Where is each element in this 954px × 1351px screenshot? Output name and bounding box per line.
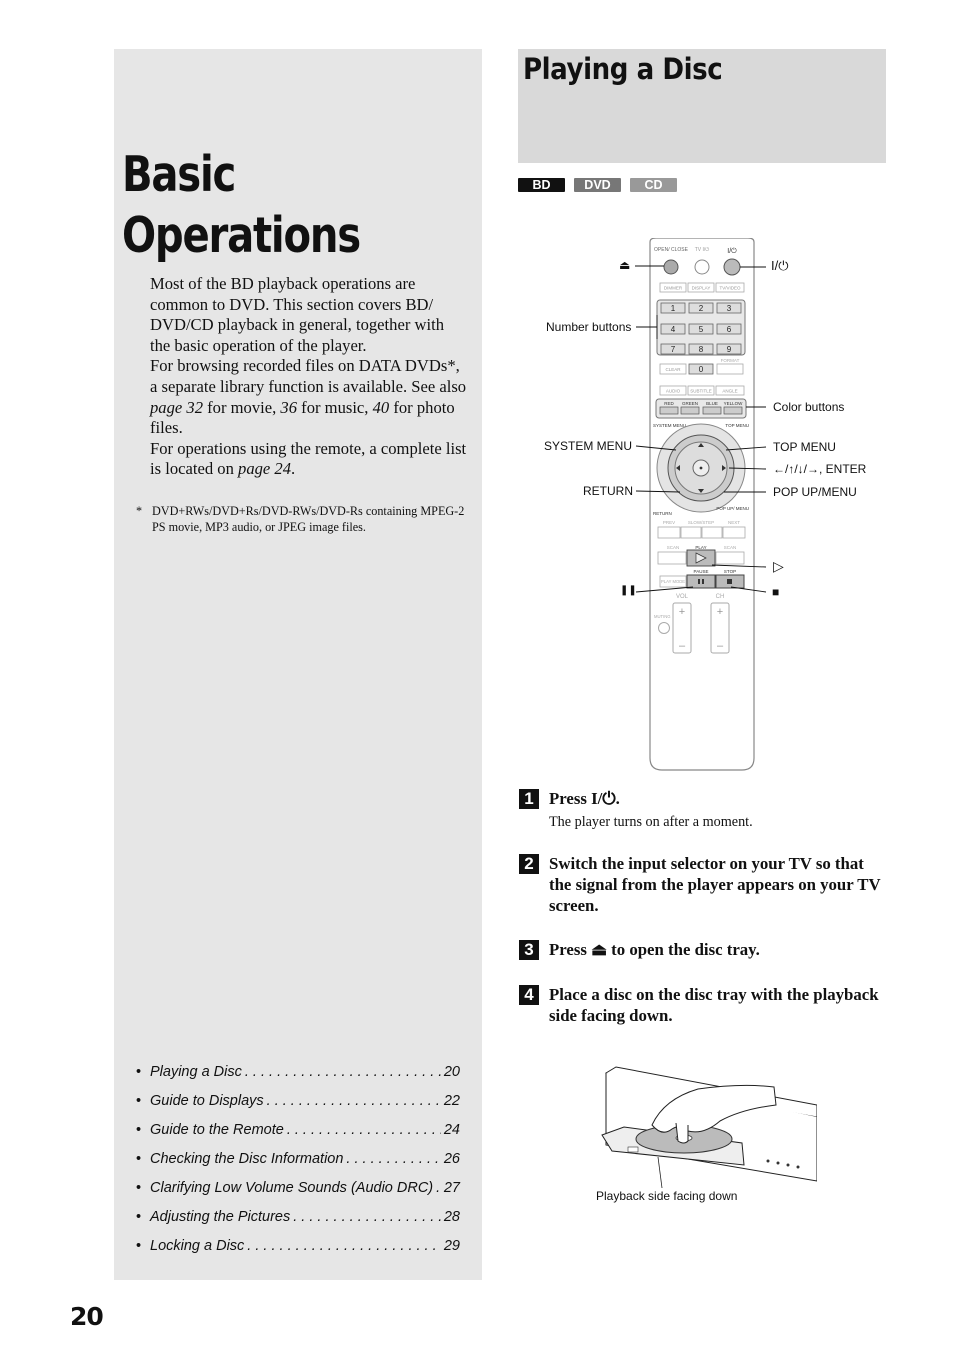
- footnote: [136, 503, 466, 535]
- callout-stop: ■: [772, 585, 780, 599]
- label-system-menu: SYSTEM MENU: [653, 423, 687, 428]
- label-red: RED: [664, 401, 674, 406]
- badge-cd: CD: [630, 178, 677, 192]
- power-button: [724, 259, 740, 275]
- step-2: [519, 853, 889, 916]
- tray-logo: [628, 1147, 638, 1152]
- label-popup: POP UP/ MENU: [716, 506, 749, 511]
- label-slow-step: SLOW/STEP: [687, 520, 715, 525]
- toc-title: Locking a Disc: [150, 1238, 245, 1254]
- toc-item[interactable]: [136, 1064, 460, 1093]
- page-ref-photo[interactable]: 40: [372, 397, 390, 417]
- toc-page: 24: [443, 1122, 460, 1138]
- intro-text: .: [291, 459, 296, 479]
- section-title: Playing a Disc: [523, 52, 723, 86]
- toc-title: Guide to Displays: [150, 1093, 264, 1109]
- enter-dot: [700, 467, 703, 470]
- intro-text: for music,: [297, 397, 373, 417]
- step-heading: Press ⏏ to open the disc tray.: [549, 940, 760, 959]
- slow-forward-button: [702, 527, 722, 538]
- badge-bd: BD: [518, 178, 565, 192]
- chapter-title-line1: Basic: [122, 146, 236, 203]
- blue-button: [703, 407, 721, 414]
- badge-dvd: DVD: [574, 178, 621, 192]
- green-button: [681, 407, 699, 414]
- label-return: RETURN: [653, 511, 672, 516]
- label-format: FORMAT: [720, 358, 740, 363]
- toc-bullet: •: [136, 1093, 142, 1109]
- toc-leader: [346, 1151, 440, 1167]
- step-number: 2: [519, 854, 539, 874]
- step-heading: Place a disc on the disc tray with the playback side facing down.: [549, 985, 879, 1025]
- toc-bullet: •: [136, 1122, 142, 1138]
- digit-9: 9: [726, 345, 732, 354]
- intro-text: for photo files.: [150, 397, 455, 438]
- front-button: [787, 1164, 790, 1167]
- open-close-button: [664, 260, 678, 274]
- digit-0: 0: [698, 365, 704, 374]
- toc-item[interactable]: [136, 1093, 460, 1122]
- scan-back-button: [658, 552, 686, 564]
- footnote-text: DVD+RWs/DVD+Rs/DVD-RWs/DVD-Rs containing MPEG-2 PS movie, MP3 audio, or JPEG image files.: [152, 504, 465, 534]
- callout-popup-menu: POP UP/MENU: [773, 485, 857, 499]
- toc-leader: [267, 1093, 441, 1109]
- label-vol: VOL: [675, 594, 689, 600]
- toc-leader: [287, 1122, 441, 1138]
- label-dimmer: DIMMER: [663, 285, 683, 291]
- label-open-close: OPEN/ CLOSE: [654, 247, 688, 253]
- digit-1: 1: [670, 304, 676, 313]
- yellow-button: [724, 407, 742, 414]
- toc-page: 20: [443, 1064, 460, 1080]
- chapter-title: [122, 144, 360, 266]
- label-scan-back: SCAN: [666, 545, 680, 550]
- label-blue: BLUE: [706, 401, 718, 406]
- label-tv-power: TV I/⏻: [694, 247, 710, 253]
- disc-type-badges: [518, 178, 677, 192]
- digit-3: 3: [726, 304, 732, 313]
- label-prev: PREV: [662, 520, 676, 525]
- toc-item[interactable]: [136, 1180, 460, 1209]
- step-body: [549, 939, 889, 960]
- footnote-mark: *: [136, 504, 143, 518]
- stop-icon: [727, 579, 732, 584]
- callout-system-menu: SYSTEM MENU: [544, 439, 633, 453]
- step-body: [549, 788, 889, 831]
- ch-plus: +: [716, 606, 724, 618]
- chapter-title-line2: Operations: [122, 207, 360, 264]
- prev-button: [658, 527, 680, 538]
- toc-title: Adjusting the Pictures: [150, 1209, 291, 1225]
- toc-bullet: •: [136, 1209, 142, 1225]
- label-subtitle: SUBTITLE: [690, 388, 712, 394]
- step-number: 3: [519, 940, 539, 960]
- step-heading: Switch the input selector on your TV so that the signal from the player appears on your TV screen.: [549, 854, 881, 915]
- vol-minus: –: [678, 640, 686, 652]
- toc-page: 28: [443, 1209, 460, 1225]
- label-clear: CLEAR: [665, 367, 681, 372]
- label-display: DISPLAY: [691, 285, 711, 291]
- label-stop: STOP: [723, 569, 737, 574]
- callout-return: RETURN: [583, 484, 633, 498]
- label-yellow: YELLOW: [723, 401, 743, 406]
- label-green: GREEN: [681, 401, 699, 406]
- remote-control-figure: [530, 238, 900, 773]
- tv-power-button: [695, 260, 709, 274]
- callout-top-menu: TOP MENU: [773, 440, 836, 454]
- pause-icon-bar-1: [698, 579, 700, 584]
- step-4: [519, 984, 889, 1026]
- label-audio: AUDIO: [665, 388, 681, 394]
- callout-eject: ⏏: [619, 258, 631, 272]
- step-note: The player turns on after a moment.: [549, 814, 753, 830]
- toc-bullet: •: [136, 1151, 142, 1167]
- digit-2: 2: [698, 304, 704, 313]
- toc-title: Clarifying Low Volume Sounds (Audio DRC): [150, 1180, 434, 1196]
- toc-page: 22: [443, 1093, 460, 1109]
- toc-item[interactable]: [136, 1209, 460, 1238]
- callout-color-buttons: Color buttons: [773, 400, 845, 414]
- callout-arrows-enter: ←/↑/↓/→, ENTER: [773, 462, 867, 476]
- chapter-toc: [136, 1064, 460, 1267]
- toc-page: 26: [443, 1151, 460, 1167]
- chapter-intro: [150, 274, 468, 480]
- format-button: [717, 364, 743, 374]
- label-power: I/⏻: [727, 248, 737, 255]
- pause-icon-bar-2: [702, 579, 704, 584]
- toc-bullet: •: [136, 1064, 142, 1080]
- toc-title: Guide to the Remote: [150, 1122, 284, 1138]
- next-button: [723, 527, 745, 538]
- toc-page: 29: [443, 1238, 460, 1254]
- scan-forward-button: [716, 552, 744, 564]
- page-number: 20: [70, 1302, 103, 1331]
- toc-title: Checking the Disc Information: [150, 1151, 344, 1167]
- hand-finger: [676, 1123, 688, 1143]
- intro-paragraph-3: [150, 439, 468, 480]
- label-pause: PAUSE: [693, 569, 709, 574]
- front-button: [767, 1160, 770, 1163]
- digit-7: 7: [670, 345, 676, 354]
- intro-paragraph-2: [150, 356, 468, 438]
- toc-page: 27: [443, 1180, 460, 1196]
- toc-bullet: •: [136, 1180, 142, 1196]
- step-number: 4: [519, 985, 539, 1005]
- caption-leader: [658, 1157, 662, 1188]
- ch-minus: –: [716, 640, 724, 652]
- step-3: [519, 939, 889, 960]
- step-body: [549, 853, 889, 916]
- disc-caption: Playback side facing down: [596, 1189, 738, 1203]
- page-ref-movie[interactable]: page 32: [150, 397, 203, 417]
- label-ch: CH: [715, 594, 725, 600]
- page-ref-music[interactable]: 36: [280, 397, 298, 417]
- step-body: [549, 984, 889, 1026]
- vol-plus: +: [678, 606, 686, 618]
- intro-text: For browsing recorded files on DATA DVDs*, a separate library function is available. See also: [150, 356, 467, 396]
- label-play: PLAY: [695, 545, 707, 550]
- pause-button: [687, 575, 715, 588]
- toc-bullet: •: [136, 1238, 142, 1254]
- label-top-menu: TOP MENU: [725, 423, 749, 428]
- intro-text: for movie,: [203, 397, 281, 417]
- step-1: [519, 788, 889, 831]
- muting-button: [659, 623, 670, 634]
- callout-pause: ❚❚: [620, 585, 637, 596]
- front-button: [797, 1166, 800, 1169]
- label-tv-video: TV/VIDEO: [719, 285, 741, 291]
- toc-leader: [293, 1209, 441, 1225]
- slow-back-button: [681, 527, 701, 538]
- red-button: [660, 407, 678, 414]
- digit-8: 8: [698, 345, 704, 354]
- toc-item[interactable]: [136, 1122, 460, 1151]
- step-heading: Press I/⏻.: [549, 789, 620, 808]
- toc-leader: [245, 1064, 441, 1080]
- digit-6: 6: [726, 325, 732, 334]
- toc-leader: [436, 1180, 441, 1196]
- toc-item[interactable]: [136, 1238, 460, 1267]
- front-button: [777, 1162, 780, 1165]
- toc-leader: [247, 1238, 441, 1254]
- label-angle: ANGLE: [722, 388, 738, 394]
- callout-play: ▷: [773, 558, 784, 574]
- disc-tray-figure: [592, 1065, 817, 1205]
- toc-item[interactable]: [136, 1151, 460, 1180]
- callout-power: I/⏻: [771, 258, 789, 273]
- toc-title: Playing a Disc: [150, 1064, 242, 1080]
- label-next: NEXT: [727, 520, 741, 525]
- intro-text: For operations using the remote, a complete list is located on: [150, 438, 467, 479]
- digit-5: 5: [698, 325, 704, 334]
- label-muting: MUTING: [654, 614, 671, 619]
- page-ref-remote[interactable]: page 24: [238, 459, 292, 479]
- label-scan-forward: SCAN: [723, 545, 737, 550]
- digit-4: 4: [670, 325, 676, 334]
- intro-paragraph-1: Most of the BD playback operations are common to DVD. This section covers BD/ DVD/CD playback in general, together with the basic operation of the player.: [150, 274, 444, 355]
- label-play-mode: PLAY MODE: [660, 579, 686, 584]
- step-number: 1: [519, 789, 539, 809]
- callout-number-buttons: Number buttons: [546, 320, 632, 334]
